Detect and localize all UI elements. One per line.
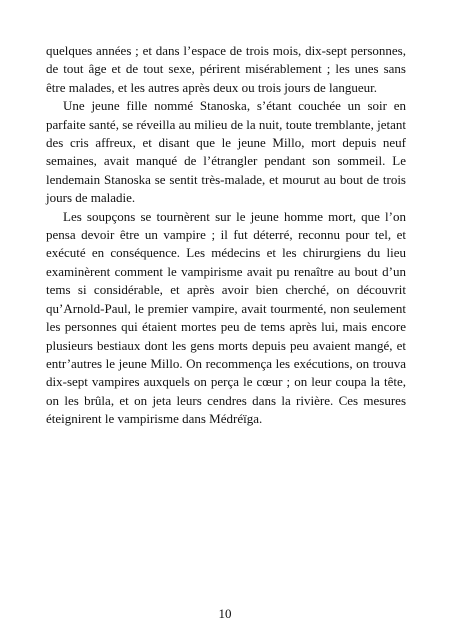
paragraph-continuation: quelques années ; et dans l’espace de trois mois, dix-sept personnes, de tout âge et de tout sexe, périrent misérablement ; les unes sans être malades, et les autres après deux ou trois jours de langueur. — [46, 43, 406, 95]
page-number: 10 — [218, 606, 232, 621]
paragraph-suspicions: Les soupçons se tournèrent sur le jeune homme mort, que l’on pensa devoir être un vampire ; il fut déterré, reconnu pour tel, et exécuté en conséquence. Les médecins et les chirurgiens du lieu examinèrent comment le vampirisme avait pu renaître au bout d’un tems si considérable, et après avoir bien cherché, on découvrit qu’Arnold-Paul, le premier vampire, avait tourmenté, non seulement les personnes qui étaient mortes peu de tems après lui, mais encore plusieurs bestiaux dont les gens morts depuis peu avaient mangé, et entr’autres le jeune Millo. On recommença les exécutions, on trouva dix-sept vampires auxquels on perça le cœur ; on leur coupa la tête, on les brûla, et on jeta leurs cendres dans la rivière. Ces mesures éteignirent le vampirisme dans Médréïga. — [46, 208, 406, 427]
body-text — [46, 42, 406, 429]
paragraph-stanoska: Une jeune fille nommé Stanoska, s’étant couchée un soir en parfaite santé, se réveilla au milieu de la nuit, toute tremblante, jetant des cris affreux, et disant que le jeune Millo, mort depuis neuf semaines, avait manqué de l’étrangler pendant son sommeil. Le lendemain Stanoska se sentit très-malade, et mourut au bout de trois jours de maladie. — [46, 98, 406, 206]
